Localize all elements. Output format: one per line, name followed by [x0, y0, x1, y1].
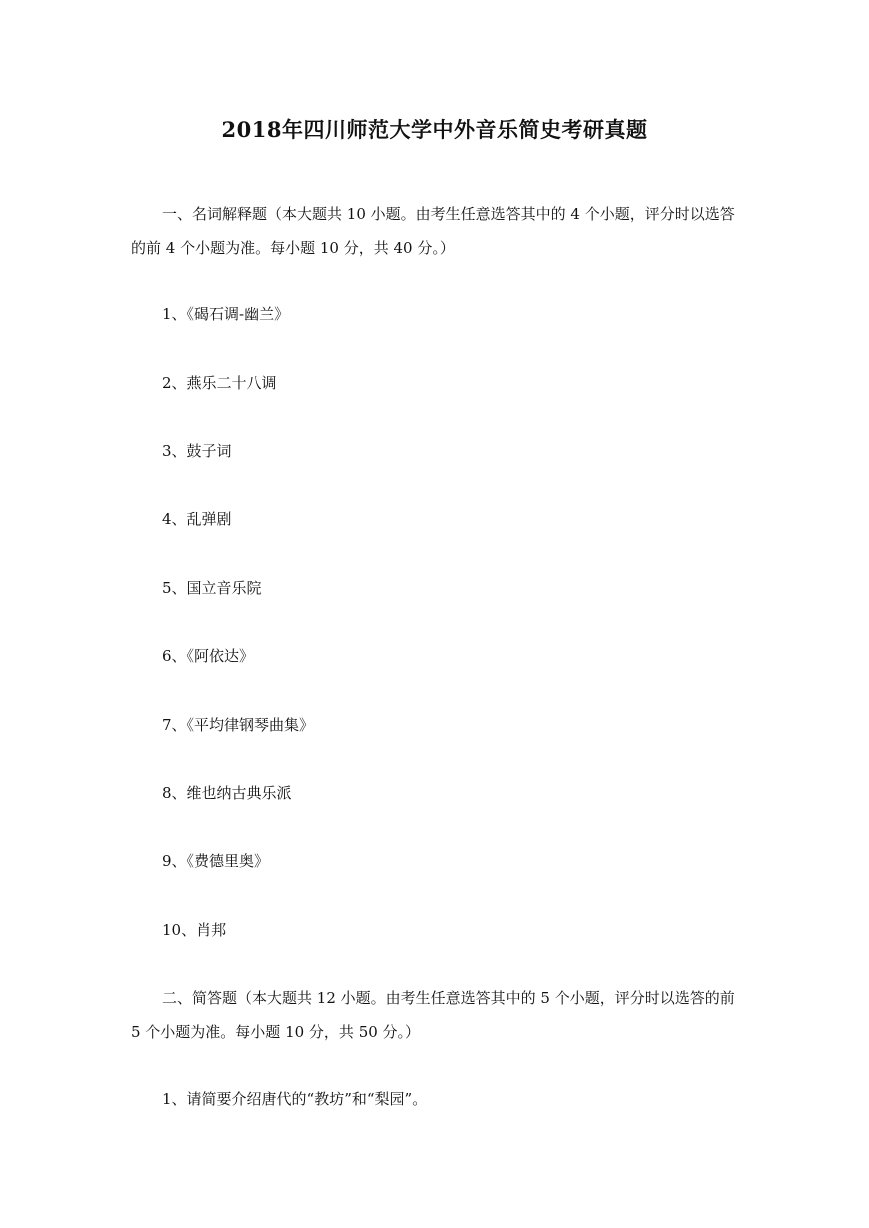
- list-item: 1、《碣石调-幽兰》: [162, 305, 290, 323]
- list-item: 6、《阿依达》: [162, 647, 255, 665]
- section2-heading: 二、简答题（本大题共 12 小题。由考生任意选答其中的 5 个小题，评分时以选答的前 5 个小题为准。每小题 10 分，共 50 分。）: [131, 989, 735, 1041]
- list-item: 9、《费德里奥》: [162, 852, 270, 870]
- list-item: 4、乱弹剧: [162, 510, 232, 528]
- document-title: 2018年四川师范大学中外音乐简史考研真题: [221, 117, 648, 142]
- list-item: 10、肖邦: [162, 921, 227, 939]
- list-item: 3、鼓子词: [162, 442, 232, 460]
- list-item: 1、请简要介绍唐代的“教坊”和“梨园”。: [162, 1090, 428, 1108]
- list-item: 2、燕乐二十八调: [162, 374, 277, 392]
- list-item: 8、维也纳古典乐派: [162, 784, 292, 802]
- list-item: 7、《平均律钢琴曲集》: [162, 716, 315, 734]
- list-item: 5、国立音乐院: [162, 579, 262, 597]
- section1-heading: 一、名词解释题（本大题共 10 小题。由考生任意选答其中的 4 个小题，评分时以选答的前 4 个小题为准。每小题 10 分，共 40 分。）: [131, 205, 735, 257]
